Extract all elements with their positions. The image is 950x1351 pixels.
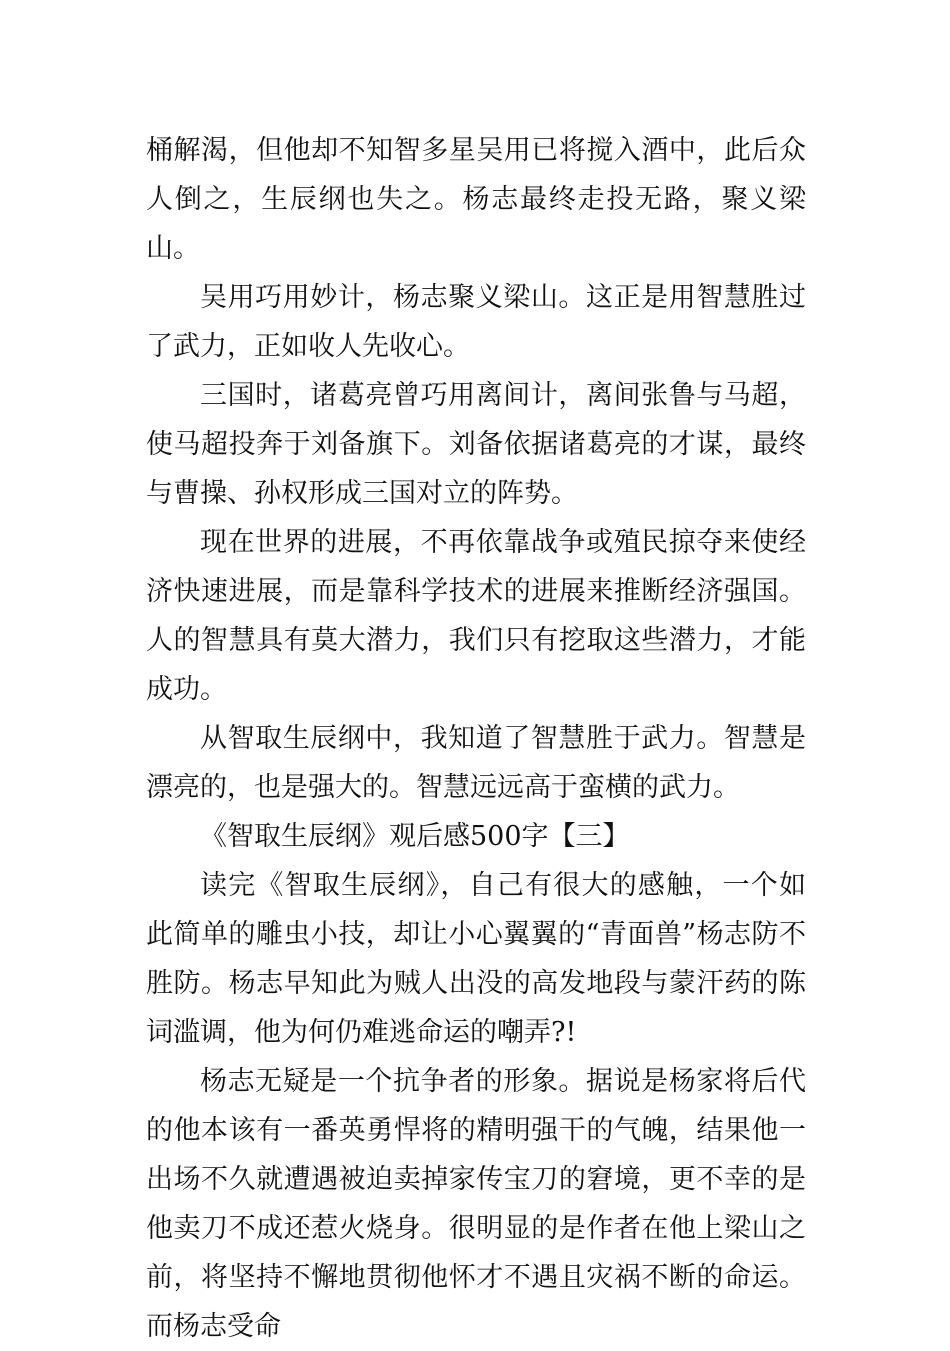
paragraph-1: 桶解渴，但他却不知智多星吴用已将搅入酒中，此后众人倒之，生辰纲也失之。杨志最终走投无路，聚义梁山。 — [146, 135, 806, 264]
paragraph-2: 吴用巧用妙计，杨志聚义梁山。这正是用智慧胜过了武力，正如收人先收心。 — [146, 282, 806, 362]
paragraph-6: 读完《智取生辰纲》，自己有很大的感触，一个如此简单的雕虫小技，却让小心翼翼的“青面兽”杨志防不胜防。杨志早知此为贼人出没的高发地段与蒙汗药的陈词滥调，他为何仍难逃命运的嘲弄?! — [146, 870, 806, 1048]
paragraph-5: 从智取生辰纲中，我知道了智慧胜于武力。智慧是漂亮的，也是强大的。智慧远远高于蛮横的武力。 — [146, 723, 806, 803]
section-heading: 《智取生辰纲》观后感500字【三】 — [200, 821, 630, 852]
paragraph-3: 三国时，诸葛亮曾巧用离间计，离间张鲁与马超，使马超投奔于刘备旗下。刘备依据诸葛亮的才谋，最终与曹操、孙权形成三国对立的阵势。 — [146, 380, 806, 509]
paragraph-7: 杨志无疑是一个抗争者的形象。据说是杨家将后代的他本该有一番英勇悍将的精明强干的气魄，结果他一出场不久就遭遇被迫卖掉家传宝刀的窘境，更不幸的是他卖刀不成还惹火烧身。很明显的是作者在他上梁山之前，将坚持不懈地贯彻他怀才不遇且灾祸不断的命运。而杨志受命 — [146, 1066, 806, 1342]
document-page — [146, 126, 806, 1351]
paragraph-4: 现在世界的进展，不再依靠战争或殖民掠夺来使经济快速进展，而是靠科学技术的进展来推断经济强国。人的智慧具有莫大潜力，我们只有挖取这些潜力，才能成功。 — [146, 527, 806, 705]
